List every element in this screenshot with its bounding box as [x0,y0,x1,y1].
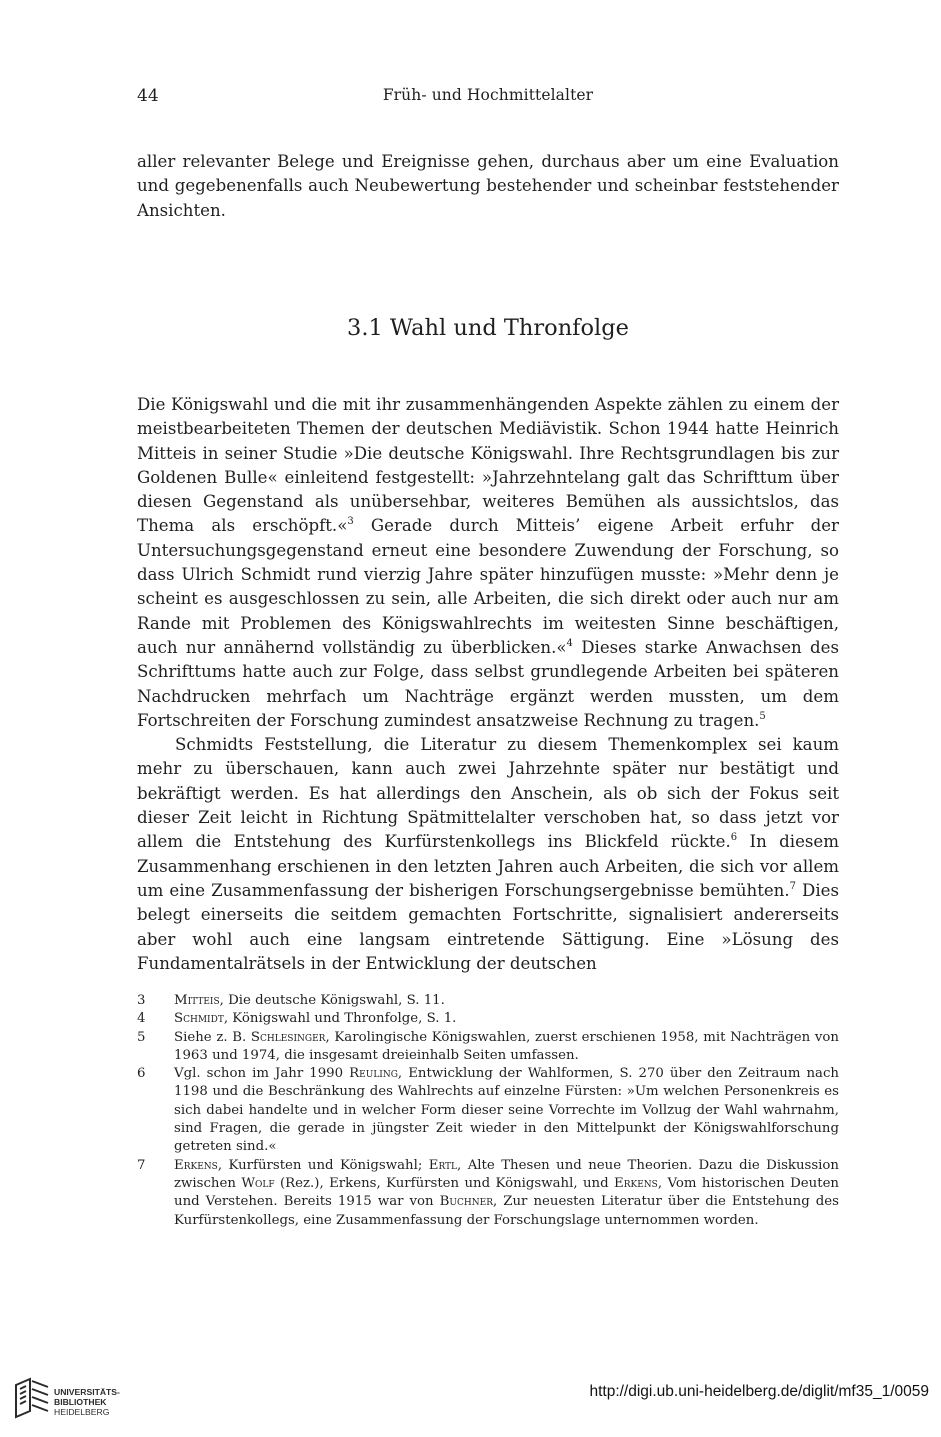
footnote-ref-4[interactable]: 4 [566,637,573,649]
footnote-text: , Zur neuesten Literatur über die Entstehung des Kurfürstenkollegs, eine Zusammenfassung der Forschungslage unternommen worden. [174,1194,839,1228]
paragraph-1-part-1: Die Königswahl und die mit ihr zusammenhängenden Aspekte zählen zu einem der meistbearbeiteten Themen der deutschen Mediävistik. Schon 1944 hatte Heinrich Mitteis in seiner Studie »Die deutsche Königswahl. Ihre Rechtsgrundlagen bis zur Goldenen Bulle« einleitend festgestellt: »Jahrzehntelang galt das Schrifttum über diesen Gegenstand als unübersehbar, weiteres Bemühen als aussichtslos, das Thema als erschöpft.« [137,395,839,536]
footnote-author: Mitteis [174,993,220,1008]
footnote-author: Schmidt [174,1011,224,1027]
footnote-number: 7 [137,1157,146,1173]
footnote-author: Erkens [174,1157,218,1173]
paragraph-1 [137,393,839,733]
intro-block [137,150,839,223]
footnote-ref-6[interactable]: 6 [730,832,738,844]
footnote-3 [137,992,839,1010]
footnote-6 [137,1065,839,1156]
paragraph-1-part-3: Dieses starke Anwachsen des Schrifttums hatte auch zur Folge, dass selbst grundlegende Arbeiten bei späteren Nachdrucken mehrfach um Nachträge ergänzt werden mussten, um dem Fortschreiten der Forschung zumindest ansatzweise Rechnung zu tragen. [137,637,839,730]
footnote-ref-7[interactable]: 7 [789,880,797,892]
footnote-number: 4 [137,1011,146,1027]
footnote-pre: Siehe z. B. [174,1029,251,1045]
footnote-text: , Vom historischen Deuten und Verstehen. Bereits 1915 war von [174,1175,839,1210]
footnote-author: Wolf [241,1175,275,1191]
logo-line-1: UNIVERSITÄTS- [54,1387,120,1397]
footnote-7 [137,1157,839,1230]
footnote-text: , Königswahl und Thronfolge, S. 1. [223,1011,457,1027]
footnote-text: , Entwicklung der Wahlformen, S. 270 über den Zeitraum nach 1198 und die Beschränkung des Wahlrechts auf einzelne Fürsten: »Um welchen Personenkreis es sich dabei handelte und in welcher Form dieser seine Vorrechte im Vollzug der Wahl wahrnahm, sind Fragen, die gerade in jüngster Zeit wieder in den Mittelpunkt der Königswahlforschung getreten sind.« [174,1066,839,1155]
footnote-text: , Kurfürsten und Königswahl; [217,1157,429,1173]
logo-line-2: BIBLIOTHEK [54,1397,107,1407]
library-logo-text [54,1387,120,1417]
running-head [137,86,839,114]
paragraph-2-part-1: Schmidts Feststellung, die Literatur zu diesem Themenkomplex sei kaum mehr zu überschauen, kann auch zwei Jahrzehnte später nur bestätigt und bekräftigt werden. Es hat allerdings den Anschein, als ob sich der Fokus seit dieser Zeit leicht in Richtung Spätmittelalter verschoben hat, so dass jetzt vor allem die Entstehung des Kurfürstenkollegs ins Blickfeld rückte. [137,735,839,852]
footnote-number: 6 [137,1066,146,1082]
footnote-pre: Vgl. schon im Jahr 1990 [174,1066,350,1082]
intro-paragraph: aller relevanter Belege und Ereignisse gehen, durchaus aber um eine Evaluation und gegebenenfalls auch Neubewertung bestehender und scheinbar feststehender Ansichten. [137,152,839,220]
footnote-ref-5[interactable]: 5 [759,710,766,722]
paragraph-2 [137,733,839,976]
library-logo[interactable] [12,1377,172,1421]
running-title: Früh- und Hochmittelalter [382,86,594,104]
footnote-author: Erkens [614,1175,658,1191]
footnote-author: Reuling [349,1066,398,1082]
footnote-number: 3 [137,993,146,1008]
footnote-author: Buchner [439,1194,493,1210]
footnote-author: Schlesinger [250,1029,326,1045]
paragraph-2-part-2: In diesem Zusammenhang erschienen in den letzten Jahren auch Arbeiten, die sich vor allem um eine Zusammenfassung der bisherigen Forschungsergebnisse bemühten. [137,832,839,900]
page-url[interactable]: http://digi.ub.uni-heidelberg.de/diglit/mf35_1/0059 [589,1383,929,1400]
footnote-text: , Die deutsche Königswahl, S. 11. [219,993,445,1008]
footnote-text: , Karolingische Königswahlen, zuerst erschienen 1958, mit Nachträgen von 1963 und 1974, die insgesamt dreieinhalb Seiten umfassen. [174,1029,839,1063]
footnote-5 [137,1029,839,1066]
footnote-ref-3[interactable]: 3 [347,516,354,528]
page-number: 44 [137,86,159,106]
main-text [137,393,839,976]
footnote-text: (Rez.), Erkens, Kurfürsten und Königswahl, und [274,1175,615,1191]
footnote-author: Ertl [428,1157,458,1173]
footnotes [137,992,839,1230]
paragraph-1-part-2: Gerade durch Mitteis’ eigene Arbeit erfuhr der Untersuchungsgegenstand erneut eine besondere Zuwendung der Forschung, so dass Ulrich Schmidt rund vierzig Jahre später hinzufügen musste: »Mehr denn je scheint es ausgeschlossen zu sein, alle Arbeiten, die sich direkt oder auch nur am Rande mit Problemen des Königswahlrechts im weitesten Sinne beschäftigen, auch nur annähernd vollständig zu überblicken.« [137,516,839,657]
paragraph-2-part-3: Dies belegt einerseits die seitdem gemachten Fortschritte, signalisiert andererseits aber wohl auch eine langsam eintretende Sättigung. Eine »Lösung des Fundamentalrätsels in der Entwicklung der deutschen [137,880,839,973]
logo-line-3: HEIDELBERG [54,1407,110,1417]
footnote-number: 5 [137,1029,146,1045]
section-heading: 3.1 Wahl und Thronfolge [347,315,629,341]
footnote-4 [137,1010,839,1028]
footnote-text: , Alte Thesen und neue Theorien. Dazu die Diskussion zwischen [174,1157,839,1191]
library-logo-icon [12,1377,52,1421]
